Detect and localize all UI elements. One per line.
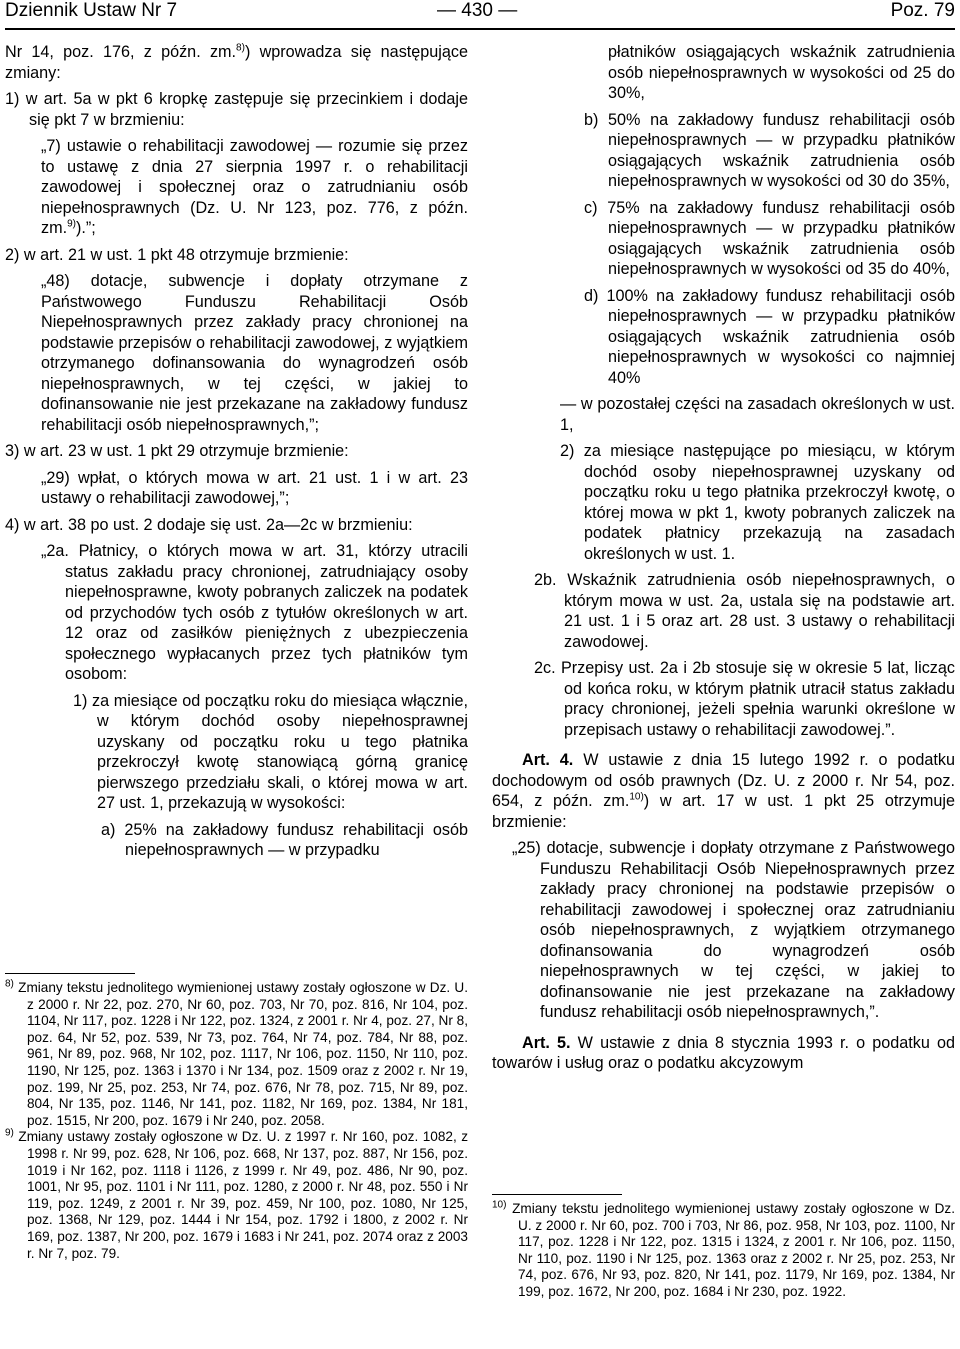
item-4-2a-point-1: 1) za miesiące od początku roku do miesiąca włącznie, w którym dochód osoby niepełnosprawnej uzyskany od początku roku u tego płatnika przekroczył kwotę stanowiącą górną granicę pierwszego przedziału skali, o której mowa w art. 27 ust. 1, przekazują w wysokości: bbox=[73, 691, 468, 812]
footnote-8: $^{8)}$ Zmiany tekstu jednolitego wymienionej ustawy zostały ogłoszone w Dz. U. z 2000 r. Nr 22, poz. 270, Nr 60, poz. 703, Nr 70, poz. 816, Nr 104, poz. 1104, Nr 117, poz. 1228 i Nr 122, poz. 1324, z 2001 r. Nr 4, poz. 27, Nr 8, poz. 64, Nr 52, poz. 539, Nr 73, poz. 764, Nr 74, poz. 784, Nr 88, poz. 961, Nr 89, poz. 968, Nr 102, poz. 1117, Nr 106, poz. 1150, Nr 110, poz. 1190, Nr 125, poz. 1363 i 1370 i Nr 134, poz. 1509 oraz z 2002 r. Nr 19, poz. 199, Nr 25, poz. 253, Nr 74, poz. 676, Nr 78, poz. 715, Nr 89, poz. 804, Nr 135, poz. 1146, Nr 141, poz. 1182, Nr 169, poz. 1384, Nr 181, poz. 1515, Nr 200, poz. 1679 i Nr 240, poz. 2058. bbox=[5, 978, 468, 1128]
footnote-divider bbox=[492, 1194, 622, 1195]
right-footnotes bbox=[492, 1186, 955, 1301]
footnote-10: $^{10)}$ Zmiany tekstu jednolitego wymienionej ustawy zostały ogłoszone w Dz. U. z 2000 r. Nr 60, poz. 700 i 703, Nr 86, poz. 958, Nr 103, poz. 1100, Nr 117, poz. 1228 i Nr 122, poz. 1315 i 1324, z 2001 r. Nr 106, poz. 1150, Nr 110, poz. 1190 i Nr 125, poz. 1363 oraz z 2002 r. Nr 25, poz. 253, Nr 74, poz. 676, Nr 93, poz. 820, Nr 141, poz. 1179, Nr 169, poz. 1384, Nr 199, poz. 1672, Nr 200, poz. 1684 i Nr 230, poz. 1922. bbox=[492, 1199, 956, 1299]
footnote-divider bbox=[5, 973, 135, 974]
footnote-ref-8: 8) bbox=[236, 42, 245, 54]
item-3: 3) w art. 23 w ust. 1 pkt 29 otrzymuje brzmienie: bbox=[5, 442, 349, 460]
journal-title: Dziennik Ustaw Nr 7 bbox=[5, 0, 178, 21]
page-number: — 430 — bbox=[437, 0, 518, 21]
section-2c: 2c. Przepisy ust. 2a i 2b stosuje się w okresie 5 lat, licząc od końca roku, w którym płatnik utracił status zakładu pracy chronionej, jeżeli spełnia warunki określone w przepisach ustawy o rehabilitacji zawodowej.”. bbox=[534, 659, 955, 739]
item-3-quote: „29) wpłat, o których mowa w art. 21 ust. 1 i w art. 23 ustawy o rehabilitacji zawodowej,”; bbox=[41, 468, 468, 507]
intro-paragraph: Nr 14, poz. 176, z późn. zm.$^{8)}$) wprowadza się następujące zmiany: bbox=[5, 42, 468, 82]
point-b: b) 50% na zakładowy fundusz rehabilitacji osób niepełnosprawnych — w przypadku płatników osiągających wskaźnik zatrudnienia osób niepełnosprawnych w wysokości od 30 do 35%, bbox=[584, 110, 955, 190]
point-c: c) 75% na zakładowy fundusz rehabilitacji osób niepełnosprawnych — w przypadku płatników osiągających wskaźnik zatrudnienia osób niepełnosprawnych w wysokości od 35 do 40%, bbox=[584, 198, 955, 278]
right-column bbox=[492, 42, 955, 1080]
art-4-label: Art. 4. bbox=[522, 751, 574, 769]
item-4: 4) w art. 38 po ust. 2 dodaje się ust. 2a—2c w brzmieniu: bbox=[5, 515, 413, 534]
art-5: Art. 5. W ustawie z dnia 8 stycznia 1993 r. o podatku od towarów i usług oraz o podatku akcyzowym bbox=[492, 1033, 955, 1072]
footnote-ref-10: 10) bbox=[629, 791, 644, 803]
item-2: 2) w art. 21 w ust. 1 pkt 48 otrzymuje brzmienie: bbox=[5, 245, 349, 264]
point-d: d) 100% na zakładowy fundusz rehabilitacji osób niepełnosprawnych — w przypadku płatników osiągających wskaźnik zatrudnienia osób niepełnosprawnych w wysokości co najmniej 40% bbox=[584, 286, 955, 387]
point-2: 2) za miesiące następujące po miesiącu, w którym dochód osoby niepełnosprawnej uzyskany od początku roku u tego płatnika przekroczył kwotę, o której mowa w pkt 1, kwoty pobranych zaliczek na podatek płatnicy przekazują na zasadach określonych w ust. 1. bbox=[560, 442, 955, 563]
page-header bbox=[5, 0, 955, 30]
section-2b: 2b. Wskaźnik zatrudnienia osób niepełnosprawnych, o którym mowa w ust. 2a, ustala się na podstawie art. 21 ust. 1 i 5 oraz art. 28 ust. 3 ustawy o rehabilitacji zawodowej. bbox=[534, 571, 955, 651]
item-4-2a-point-1a: a) 25% na zakładowy fundusz rehabilitacji osób niepełnosprawnych — w przypadku bbox=[101, 820, 468, 859]
footnote-9: $^{9)}$ Zmiany ustawy zostały ogłoszone w Dz. U. z 1997 r. Nr 160, poz. 1082, z 1998 r. Nr 99, poz. 628, Nr 106, poz. 668, Nr 137, poz. 887, Nr 156, poz. 1019 i Nr 162, poz. 1118 i 1126, z 1999 r. Nr 49, poz. 486, Nr 90, poz. 1001, Nr 95, poz. 1101 i Nr 111, poz. 1280, z 2000 r. Nr 48, poz. 550 i Nr 119, poz. 1249, z 2001 r. Nr 39, poz. 459, Nr 100, poz. 1080, Nr 125, poz. 1368, Nr 129, poz. 1444 i Nr 154, poz. 1792 i 1800, z 2002 r. Nr 169, poz. 1387, Nr 200, poz. 1679 i 1683 i Nr 241, poz. 2074 oraz z 2003 r. Nr 7, poz. 79. bbox=[5, 1127, 468, 1261]
position-number: Poz. 79 bbox=[890, 0, 955, 21]
left-footnotes bbox=[5, 965, 468, 1262]
art-4: Art. 4. W ustawie z dnia 15 lutego 1992 r. o podatku dochodowym od osób prawnych (Dz. U. z 2000 r. Nr 54, poz. 654, z późn. zm.$^{10)}$) w art. 17 w ust. 1 pkt 25 otrzymuje brzmienie: bbox=[492, 751, 955, 831]
item-4-2a: „2a. Płatnicy, o których mowa w art. 31, którzy utracili status zakładu pracy chronionej, zatrudniający osoby niepełnosprawne, kwoty pobranych zaliczek na podatek od przychodów tych osób z tytułów określonych w art. 12 oraz od zasiłków pieniężnych z ubezpieczenia społecznego wypłacanych przez tych płatników tym osobom: bbox=[41, 542, 468, 683]
footnote-ref-9: 9) bbox=[67, 218, 76, 230]
item-1: 1) w art. 5a w pkt 6 kropkę zastępuje się przecinkiem i dodaje się pkt 7 w brzmieniu: bbox=[5, 90, 468, 129]
item-2-quote: „48) dotacje, subwencje i dopłaty otrzymane z Państwowego Funduszu Rehabilitacji Osób Niepełnosprawnych przez zakłady pracy chronionej na podstawie przepisów o rehabilitacji zawodowej, z wyjątkiem otrzymanego dofinansowania do wynagrodzeń osób niepełnosprawnych, w tej części, w jakiej to dofinansowanie nie jest przekazane na zakładowy fundusz rehabilitacji osób niepełnosprawnych,”; bbox=[41, 272, 468, 434]
item-1-quote: „7) ustawie o rehabilitacji zawodowej — rozumie się przez to ustawę z dnia 27 sierpnia 1997 r. o rehabilitacji zawodowej i społecznej oraz o zatrudnianiu osób niepełnosprawnych (Dz. U. Nr 123, poz. 776, z późn. zm.$^{9)}$).”; bbox=[41, 137, 468, 237]
art-5-label: Art. 5. bbox=[522, 1033, 571, 1052]
remaining-part: — w pozostałej części na zasadach określonych w ust. 1, bbox=[560, 395, 955, 434]
left-column bbox=[5, 42, 468, 867]
art-4-quote: „25) dotacje, subwencje i dopłaty otrzymane z Państwowego Funduszu Rehabilitacji Osób Niepełnosprawnych przez zakłady pracy chronionej na podstawie przepisów o rehabilitacji zawodowej i społecznej oraz zatrudnianiu osób niepełnosprawnych, z wyjątkiem otrzymanego dofinansowania do wynagrodzeń osób niepełnosprawnych w tej części, w jakiej to dofinansowanie nie jest przekazane na zakładowy fundusz rehabilitacji osób niepełnosprawnych,”. bbox=[512, 839, 955, 1021]
point-a-continued: płatników osiągających wskaźnik zatrudnienia osób niepełnosprawnych w wysokości od 25 do 30%, bbox=[608, 43, 955, 102]
